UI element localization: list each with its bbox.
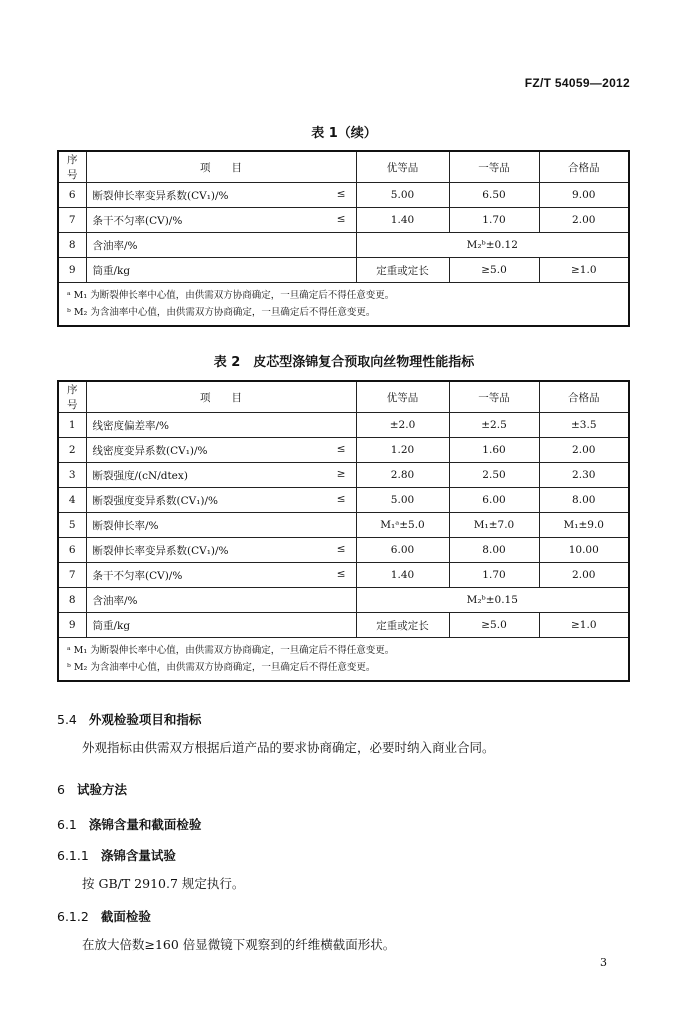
row-no: 5 xyxy=(58,513,86,538)
table2-caption: 表 2 皮芯型涤锦复合预取向丝物理性能指标 xyxy=(213,355,475,370)
row-item: 线密度偏差率/% xyxy=(92,419,170,432)
table2-header-first: 一等品 xyxy=(449,381,539,413)
row-premium: 5.00 xyxy=(356,488,449,513)
row-premium: 5.00 xyxy=(356,183,449,208)
table1-header-first: 一等品 xyxy=(449,151,539,183)
row-item: 断裂伸长率变异系数(CV₁)/% xyxy=(92,544,229,557)
row-no: 4 xyxy=(58,488,86,513)
footnote: ᵃ M₁ 为断裂伸长率中心值，由供需双方协商确定，一旦确定后不得任意变更。 xyxy=(67,290,395,301)
footnote: ᵇ M₂ 为含油率中心值，由供需双方协商确定，一旦确定后不得任意变更。 xyxy=(67,307,376,318)
section-heading xyxy=(57,815,201,833)
row-premium: 1.40 xyxy=(356,208,449,233)
table2-notes-row xyxy=(58,638,629,682)
table1-header-premium: 优等品 xyxy=(356,151,449,183)
page-number: 3 xyxy=(600,956,607,969)
table2-header-premium: 优等品 xyxy=(356,381,449,413)
section-heading xyxy=(57,710,201,728)
section-number: 6.1.2 xyxy=(57,909,89,924)
table1-caption: 表 1（续） xyxy=(311,126,377,141)
section-title: 涤锦含量试验 xyxy=(100,848,176,863)
row-first: 1.70 xyxy=(449,563,539,588)
table1-header-no: 序号 xyxy=(58,151,86,183)
paragraph: 在放大倍数≥160 倍显微镜下观察到的纤维横截面形状。 xyxy=(82,937,396,952)
row-qualified: ±3.5 xyxy=(539,413,629,438)
standard-code: FZ/T 54059—2012 xyxy=(524,76,630,90)
row-item: 断裂强度变异系数(CV₁)/% xyxy=(92,494,219,507)
row-premium: 1.20 xyxy=(356,438,449,463)
row-item: 条干不匀率(CV)/% xyxy=(92,214,183,227)
footnote: ᵃ M₁ 为断裂伸长率中心值，由供需双方协商确定，一旦确定后不得任意变更。 xyxy=(67,645,395,656)
row-item: 断裂伸长率/% xyxy=(92,519,159,532)
row-no: 9 xyxy=(58,258,86,283)
row-symbol: ≤ xyxy=(336,542,346,555)
table1-header-item: 项 目 xyxy=(86,151,356,183)
paragraph: 按 GB/T 2910.7 规定执行。 xyxy=(82,876,245,891)
section-number: 6.1 xyxy=(57,817,77,832)
row-first: ≥5.0 xyxy=(449,613,539,638)
section-heading xyxy=(57,907,151,925)
row-no: 8 xyxy=(58,233,86,258)
table2-header-no: 序号 xyxy=(58,381,86,413)
section-title: 截面检验 xyxy=(100,909,151,924)
row-symbol: ≤ xyxy=(336,187,346,200)
footnote: ᵇ M₂ 为含油率中心值，由供需双方协商确定，一旦确定后不得任意变更。 xyxy=(67,662,376,673)
row-item: 筒重/kg xyxy=(92,264,131,277)
row-item: 筒重/kg xyxy=(92,619,131,632)
table-row xyxy=(58,233,629,258)
row-no: 9 xyxy=(58,613,86,638)
row-item: 条干不匀率(CV)/% xyxy=(92,569,183,582)
table-row xyxy=(58,413,629,438)
table2 xyxy=(57,380,630,682)
row-no: 2 xyxy=(58,438,86,463)
row-no: 7 xyxy=(58,563,86,588)
table-row xyxy=(58,258,629,283)
table-row xyxy=(58,488,629,513)
row-item: 断裂伸长率变异系数(CV₁)/% xyxy=(92,189,229,202)
table1-header-row xyxy=(58,151,629,183)
section-title: 试验方法 xyxy=(76,782,127,797)
row-first: ≥5.0 xyxy=(449,258,539,283)
row-premium: 定重或定长 xyxy=(356,258,449,283)
section-number: 6.1.1 xyxy=(57,848,89,863)
row-no: 7 xyxy=(58,208,86,233)
row-qualified: 8.00 xyxy=(539,488,629,513)
row-merged-value: M₂ᵇ±0.12 xyxy=(356,233,629,258)
table2-header-item: 项 目 xyxy=(86,381,356,413)
row-no: 1 xyxy=(58,413,86,438)
row-premium: 1.40 xyxy=(356,563,449,588)
row-premium: 定重或定长 xyxy=(356,613,449,638)
row-symbol: ≤ xyxy=(336,442,346,455)
table1-header-qualified: 合格品 xyxy=(539,151,629,183)
row-merged-value: M₂ᵇ±0.15 xyxy=(356,588,629,613)
row-first: 1.60 xyxy=(449,438,539,463)
table2-header-row xyxy=(58,381,629,413)
row-qualified: 9.00 xyxy=(539,183,629,208)
row-symbol: ≤ xyxy=(336,212,346,225)
row-first: 6.00 xyxy=(449,488,539,513)
table-row xyxy=(58,613,629,638)
paragraph: 外观指标由供需双方根据后道产品的要求协商确定，必要时纳入商业合同。 xyxy=(82,740,495,755)
row-no: 6 xyxy=(58,183,86,208)
table-row xyxy=(58,438,629,463)
row-no: 3 xyxy=(58,463,86,488)
row-symbol: ≤ xyxy=(336,567,346,580)
table1 xyxy=(57,150,630,327)
row-first: 2.50 xyxy=(449,463,539,488)
row-qualified: M₁±9.0 xyxy=(539,513,629,538)
table-row xyxy=(58,563,629,588)
row-first: 1.70 xyxy=(449,208,539,233)
section-title: 外观检验项目和指标 xyxy=(88,712,202,727)
row-qualified: 2.00 xyxy=(539,208,629,233)
row-item: 含油率/% xyxy=(92,239,138,252)
row-premium: M₁ᵃ±5.0 xyxy=(356,513,449,538)
row-first: 8.00 xyxy=(449,538,539,563)
table-row xyxy=(58,463,629,488)
row-qualified: ≥1.0 xyxy=(539,258,629,283)
row-premium: 2.80 xyxy=(356,463,449,488)
section-number: 5.4 xyxy=(57,712,77,727)
row-item: 线密度变异系数(CV₁)/% xyxy=(92,444,208,457)
row-item: 含油率/% xyxy=(92,594,138,607)
row-first: 6.50 xyxy=(449,183,539,208)
section-title: 涤锦含量和截面检验 xyxy=(88,817,202,832)
table1-notes-row xyxy=(58,283,629,327)
row-qualified: 2.00 xyxy=(539,438,629,463)
row-premium: 6.00 xyxy=(356,538,449,563)
row-no: 6 xyxy=(58,538,86,563)
row-first: ±2.5 xyxy=(449,413,539,438)
section-heading xyxy=(57,846,176,864)
row-symbol: ≥ xyxy=(336,467,346,480)
row-first: M₁±7.0 xyxy=(449,513,539,538)
section-heading xyxy=(57,780,127,798)
row-no: 8 xyxy=(58,588,86,613)
row-qualified: 10.00 xyxy=(539,538,629,563)
row-qualified: 2.00 xyxy=(539,563,629,588)
table-row xyxy=(58,208,629,233)
table-row xyxy=(58,538,629,563)
section-number: 6 xyxy=(57,782,65,797)
table-row xyxy=(58,513,629,538)
table2-header-qualified: 合格品 xyxy=(539,381,629,413)
row-qualified: ≥1.0 xyxy=(539,613,629,638)
row-qualified: 2.30 xyxy=(539,463,629,488)
row-item: 断裂强度/(cN/dtex) xyxy=(92,469,188,482)
table-row xyxy=(58,183,629,208)
table-row xyxy=(58,588,629,613)
row-premium: ±2.0 xyxy=(356,413,449,438)
row-symbol: ≤ xyxy=(336,492,346,505)
